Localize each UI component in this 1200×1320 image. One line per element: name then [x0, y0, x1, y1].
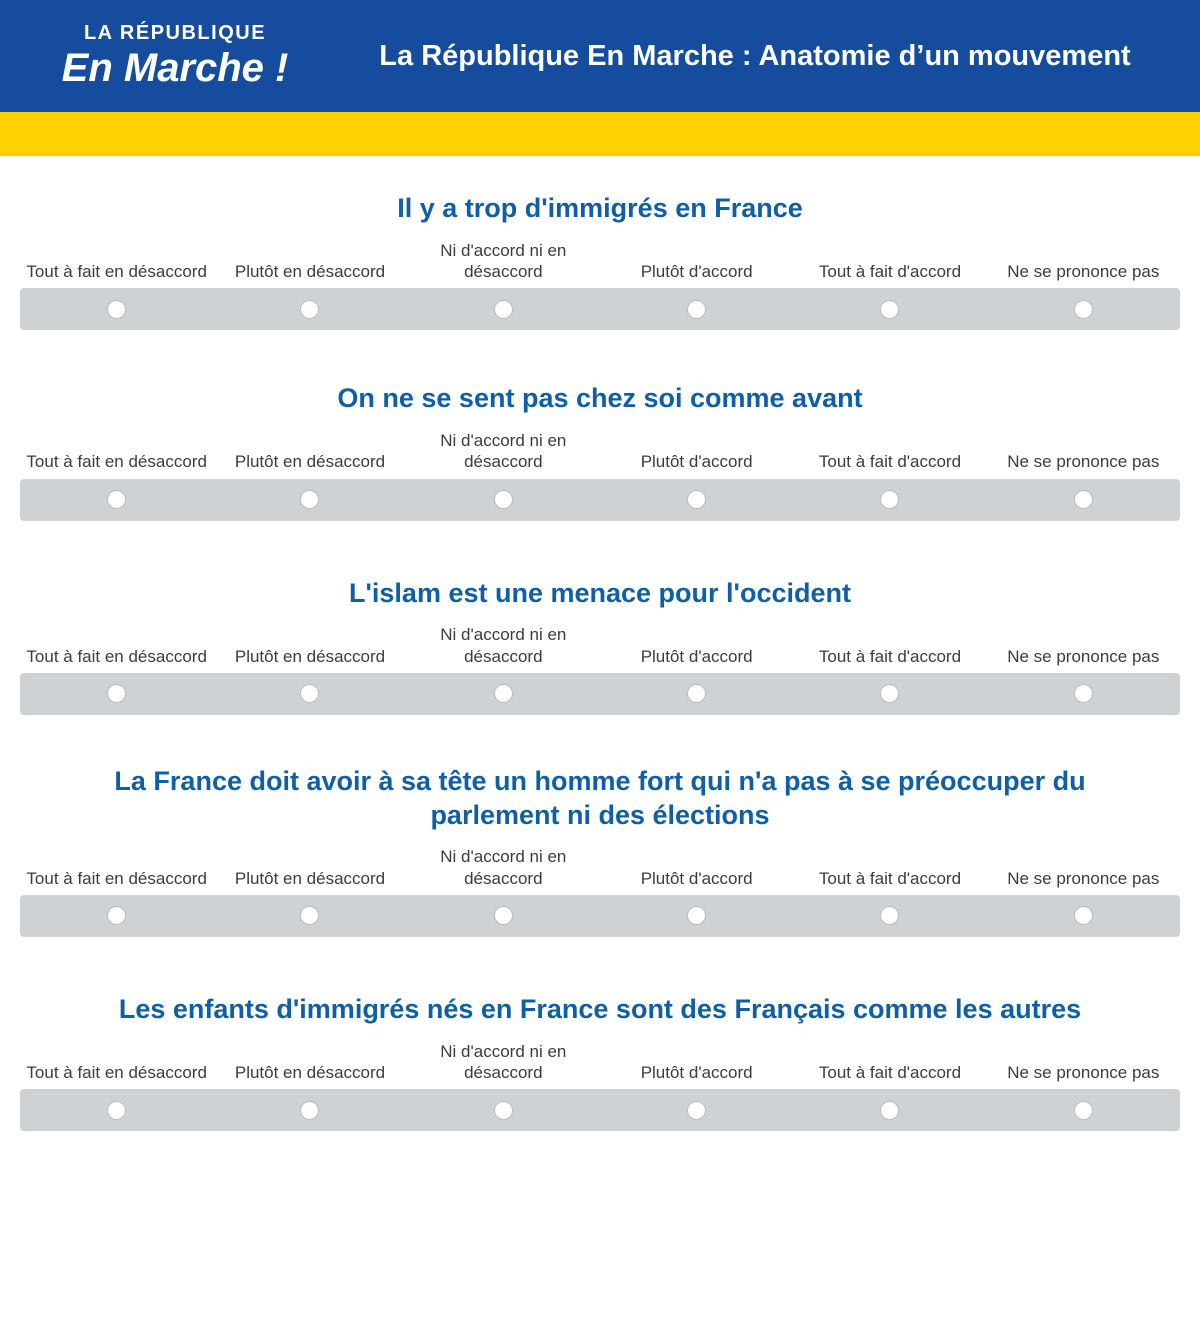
- likert-scale: [20, 1041, 1180, 1132]
- scale-label: Tout à fait d'accord: [818, 1062, 962, 1082]
- scale-label-row: [20, 430, 1180, 473]
- scale-label: Tout à fait d'accord: [818, 262, 962, 281]
- scale-label: Ne se prononce pas: [1007, 262, 1160, 281]
- scale-track: [20, 895, 1180, 937]
- radio-button-icon[interactable]: [687, 300, 706, 319]
- scale-label: Plutôt d'accord: [640, 868, 753, 888]
- radio-button-icon[interactable]: [494, 300, 513, 319]
- question-title: Il y a trop d'immigrés en France: [397, 193, 803, 223]
- scale-option[interactable]: [407, 684, 600, 703]
- radio-button-icon[interactable]: [880, 906, 899, 925]
- scale-label: Ni d'accord ni en désaccord: [440, 847, 567, 888]
- scale-label: Tout à fait en désaccord: [26, 646, 207, 666]
- question-block: [0, 765, 1200, 937]
- scale-label: Plutôt d'accord: [640, 1062, 753, 1082]
- scale-label: Plutôt en désaccord: [234, 452, 386, 472]
- radio-button-icon[interactable]: [300, 684, 319, 703]
- scale-label: Tout à fait d'accord: [818, 646, 962, 666]
- scale-track: [20, 288, 1180, 330]
- radio-button-icon[interactable]: [1074, 906, 1093, 925]
- scale-option[interactable]: [407, 1101, 600, 1120]
- radio-button-icon[interactable]: [107, 300, 126, 319]
- scale-label: Ne se prononce pas: [1007, 868, 1160, 888]
- scale-label: Tout à fait d'accord: [818, 452, 962, 472]
- scale-option[interactable]: [213, 300, 406, 319]
- radio-button-icon[interactable]: [107, 684, 126, 703]
- scale-option[interactable]: [213, 490, 406, 509]
- radio-button-icon[interactable]: [1074, 490, 1093, 509]
- scale-track: [20, 673, 1180, 715]
- scale-option[interactable]: [407, 300, 600, 319]
- scale-option[interactable]: [987, 300, 1180, 319]
- scale-option[interactable]: [20, 906, 213, 925]
- radio-button-icon[interactable]: [494, 906, 513, 925]
- question-block: [0, 577, 1200, 715]
- radio-button-icon[interactable]: [107, 490, 126, 509]
- scale-option[interactable]: [793, 300, 986, 319]
- scale-label-row: [20, 240, 1180, 283]
- page-header: [0, 0, 1200, 112]
- scale-label-row: [20, 1041, 1180, 1084]
- radio-button-icon[interactable]: [300, 490, 319, 509]
- radio-button-icon[interactable]: [880, 1101, 899, 1120]
- scale-label: Ni d'accord ni en désaccord: [440, 625, 567, 666]
- scale-option[interactable]: [407, 490, 600, 509]
- scale-track: [20, 479, 1180, 521]
- likert-scale: [20, 240, 1180, 331]
- scale-label-row: [20, 846, 1180, 889]
- radio-button-icon[interactable]: [880, 684, 899, 703]
- question-block: [0, 192, 1200, 330]
- scale-option[interactable]: [20, 684, 213, 703]
- radio-button-icon[interactable]: [300, 300, 319, 319]
- scale-option[interactable]: [987, 490, 1180, 509]
- scale-option[interactable]: [987, 1101, 1180, 1120]
- radio-button-icon[interactable]: [687, 906, 706, 925]
- survey-content: [0, 192, 1200, 1131]
- scale-label: Tout à fait en désaccord: [26, 868, 207, 888]
- radio-button-icon[interactable]: [494, 490, 513, 509]
- radio-button-icon[interactable]: [687, 1101, 706, 1120]
- question-title: La France doit avoir à sa tête un homme fort qui n'a pas à se préoccuper du parlement ni des élections: [114, 765, 1086, 830]
- scale-label: Ne se prononce pas: [1007, 452, 1160, 472]
- scale-option[interactable]: [600, 490, 793, 509]
- radio-button-icon[interactable]: [1074, 1101, 1093, 1120]
- radio-button-icon[interactable]: [1074, 684, 1093, 703]
- scale-option[interactable]: [213, 684, 406, 703]
- scale-label: Tout à fait en désaccord: [26, 1062, 207, 1082]
- scale-label: Plutôt d'accord: [640, 262, 753, 281]
- scale-label: Plutôt d'accord: [640, 452, 753, 472]
- question-block: [0, 993, 1200, 1131]
- radio-button-icon[interactable]: [107, 1101, 126, 1120]
- scale-option[interactable]: [20, 490, 213, 509]
- scale-label: Plutôt en désaccord: [234, 646, 386, 666]
- logo-line-two: En Marche !: [61, 46, 289, 90]
- scale-label: Tout à fait en désaccord: [26, 452, 207, 472]
- radio-button-icon[interactable]: [687, 684, 706, 703]
- scale-option[interactable]: [793, 684, 986, 703]
- scale-label: Ni d'accord ni en désaccord: [440, 240, 567, 281]
- scale-option[interactable]: [793, 906, 986, 925]
- radio-button-icon[interactable]: [300, 1101, 319, 1120]
- question-title: Les enfants d'immigrés nés en France sont des Français comme les autres: [118, 993, 1082, 1024]
- scale-option[interactable]: [987, 684, 1180, 703]
- logo-line-one: LA RÉPUBLIQUE: [83, 22, 267, 44]
- scale-label: Tout à fait en désaccord: [26, 262, 207, 281]
- radio-button-icon[interactable]: [494, 684, 513, 703]
- scale-option[interactable]: [793, 490, 986, 509]
- scale-label: Ne se prononce pas: [1007, 1062, 1160, 1082]
- scale-label: Ne se prononce pas: [1007, 646, 1160, 666]
- scale-option[interactable]: [600, 684, 793, 703]
- scale-option[interactable]: [600, 1101, 793, 1120]
- likert-scale: [20, 430, 1180, 521]
- radio-button-icon[interactable]: [1074, 300, 1093, 319]
- radio-button-icon[interactable]: [107, 906, 126, 925]
- question-block: [0, 382, 1200, 520]
- likert-scale: [20, 624, 1180, 715]
- scale-label: Plutôt en désaccord: [234, 262, 386, 281]
- lrem-logo: [0, 22, 340, 90]
- scale-label-row: [20, 624, 1180, 667]
- likert-scale: [20, 846, 1180, 937]
- radio-button-icon[interactable]: [494, 1101, 513, 1120]
- scale-label: Ni d'accord ni en désaccord: [440, 431, 567, 472]
- scale-label: Plutôt d'accord: [640, 646, 753, 666]
- scale-option[interactable]: [600, 906, 793, 925]
- scale-option[interactable]: [213, 1101, 406, 1120]
- radio-button-icon[interactable]: [300, 906, 319, 925]
- scale-option[interactable]: [793, 1101, 986, 1120]
- scale-label: Ni d'accord ni en désaccord: [440, 1041, 567, 1082]
- question-title: On ne se sent pas chez soi comme avant: [337, 383, 863, 414]
- radio-button-icon[interactable]: [687, 490, 706, 509]
- radio-button-icon[interactable]: [880, 300, 899, 319]
- scale-option[interactable]: [20, 1101, 213, 1120]
- scale-label: Plutôt en désaccord: [234, 868, 386, 888]
- page-title: La République En Marche : Anatomie d’un mouvement: [379, 39, 1131, 72]
- scale-option[interactable]: [213, 906, 406, 925]
- scale-option[interactable]: [600, 300, 793, 319]
- scale-option[interactable]: [987, 906, 1180, 925]
- scale-label: Plutôt en désaccord: [234, 1062, 386, 1082]
- scale-track: [20, 1089, 1180, 1131]
- question-title: L'islam est une menace pour l'occident: [349, 577, 851, 608]
- yellow-divider: [0, 112, 1200, 156]
- scale-option[interactable]: [407, 906, 600, 925]
- scale-label: Tout à fait d'accord: [818, 868, 962, 888]
- scale-option[interactable]: [20, 300, 213, 319]
- radio-button-icon[interactable]: [880, 490, 899, 509]
